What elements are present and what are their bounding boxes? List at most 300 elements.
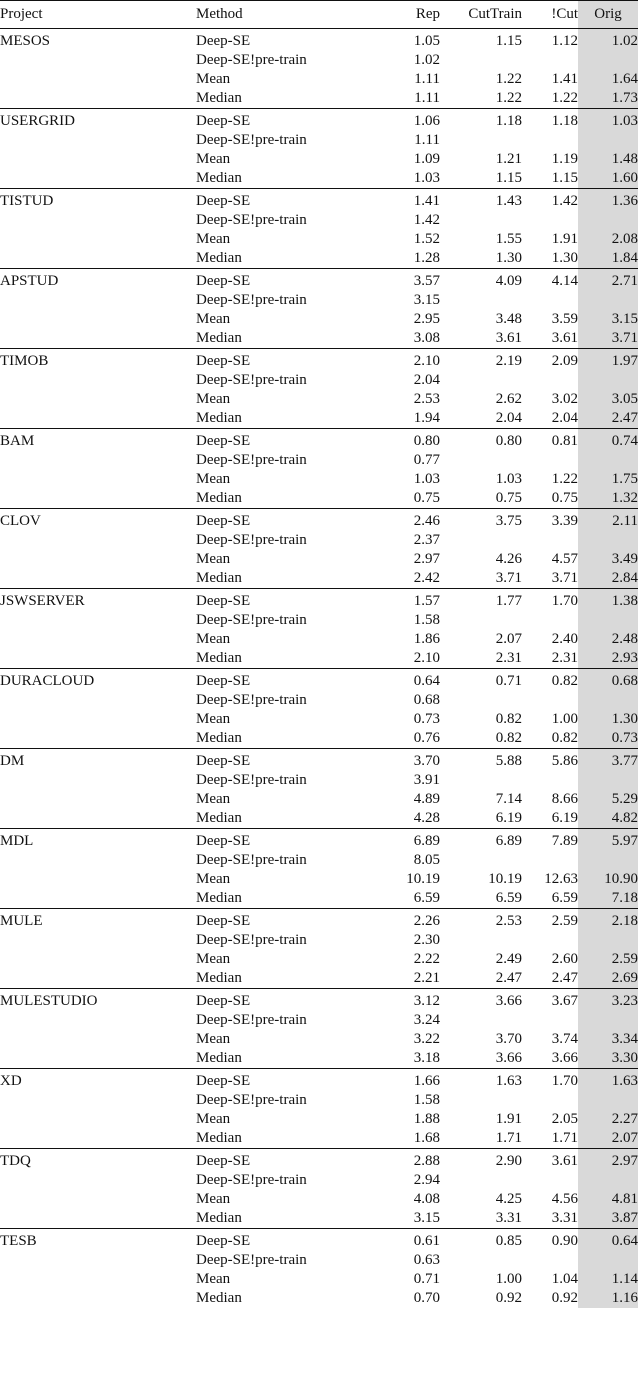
- project-name: [0, 969, 196, 989]
- project-name: [0, 1091, 196, 1110]
- cell-orig: 1.30: [578, 710, 638, 729]
- cell-orig: 1.14: [578, 1270, 638, 1289]
- cell-cuttrain: 1.03: [495, 471, 522, 487]
- project-group: [0, 1069, 638, 1149]
- cell-rep: 1.41: [413, 193, 440, 209]
- table-row: [0, 349, 638, 372]
- project-name: [0, 1270, 196, 1289]
- project-name: [0, 611, 196, 630]
- table-row: [0, 269, 638, 292]
- table-row: [0, 89, 638, 109]
- cell-rep: 2.53: [413, 391, 440, 407]
- project-name: [0, 1030, 196, 1049]
- cell-notcut: 3.31: [551, 1210, 578, 1226]
- table-row: [0, 889, 638, 909]
- cell-cuttrain: 1.22: [495, 71, 522, 87]
- cell-orig: 1.03: [578, 109, 638, 132]
- project-group: [0, 349, 638, 429]
- cell-orig: 1.38: [578, 589, 638, 612]
- cell-cuttrain: [440, 131, 522, 150]
- project-group: [0, 109, 638, 189]
- project-group: [0, 509, 638, 589]
- cell-rep: 1.11: [414, 90, 440, 106]
- cell-orig: 2.18: [578, 909, 638, 932]
- table-row: [0, 749, 638, 772]
- method-name: Median: [196, 570, 242, 586]
- project-group: [0, 29, 638, 109]
- cell-orig: 2.11: [578, 509, 638, 532]
- cell-orig: 1.84: [578, 249, 638, 269]
- method-name: Mean: [196, 711, 231, 727]
- cell-notcut: 1.42: [551, 193, 578, 209]
- cell-cuttrain: 3.48: [495, 311, 522, 327]
- cell-orig: [578, 771, 638, 790]
- table-row: [0, 589, 638, 612]
- method-name: Deep-SE!pre-train: [196, 612, 307, 628]
- method-name: Deep-SE: [196, 753, 251, 769]
- cell-rep: 0.76: [413, 730, 440, 746]
- method-name: Deep-SE: [196, 433, 251, 449]
- cell-notcut: 1.70: [551, 1073, 578, 1089]
- project-name: BAM: [0, 433, 35, 449]
- method-name: Median: [196, 890, 242, 906]
- method-name: Mean: [196, 151, 231, 167]
- method-name: Median: [196, 250, 242, 266]
- cell-rep: 3.70: [413, 753, 440, 769]
- cell-rep: 0.73: [413, 711, 440, 727]
- project-name: [0, 870, 196, 889]
- cell-orig: 3.05: [578, 390, 638, 409]
- cell-rep: 0.80: [413, 433, 440, 449]
- table-row: [0, 29, 638, 52]
- table-row: [0, 51, 638, 70]
- cell-notcut: [522, 531, 578, 550]
- cell-notcut: 1.19: [551, 151, 578, 167]
- table-row: [0, 109, 638, 132]
- cell-cuttrain: [440, 611, 522, 630]
- table-row: [0, 1190, 638, 1209]
- cell-notcut: [522, 451, 578, 470]
- cell-cuttrain: 7.14: [495, 791, 522, 807]
- method-name: Deep-SE: [196, 193, 251, 209]
- cell-rep: 2.37: [413, 532, 440, 548]
- cell-orig: [578, 611, 638, 630]
- table-row: [0, 931, 638, 950]
- method-name: Deep-SE: [196, 993, 251, 1009]
- cell-notcut: 3.74: [551, 1031, 578, 1047]
- method-name: Deep-SE!pre-train: [196, 1252, 307, 1268]
- method-name: Mean: [196, 871, 231, 887]
- project-name: [0, 1209, 196, 1229]
- project-name: MULESTUDIO: [0, 993, 98, 1009]
- project-name: [0, 131, 196, 150]
- cell-rep: 1.88: [413, 1111, 440, 1127]
- table-row: [0, 870, 638, 889]
- cell-orig: [578, 451, 638, 470]
- cell-rep: 1.58: [413, 612, 440, 628]
- cell-orig: [578, 211, 638, 230]
- table-row: [0, 729, 638, 749]
- project-name: [0, 249, 196, 269]
- table-header: [0, 1, 638, 29]
- cell-orig: 1.48: [578, 150, 638, 169]
- method-name: Deep-SE!pre-train: [196, 692, 307, 708]
- cell-notcut: 0.82: [551, 730, 578, 746]
- cell-orig: [578, 1011, 638, 1030]
- table-row: [0, 969, 638, 989]
- project-name: [0, 1190, 196, 1209]
- project-group: [0, 589, 638, 669]
- method-name: Mean: [196, 951, 231, 967]
- method-name: Median: [196, 90, 242, 106]
- method-name: Deep-SE!pre-train: [196, 292, 307, 308]
- cell-notcut: 1.15: [551, 170, 578, 186]
- cell-notcut: 2.05: [551, 1111, 578, 1127]
- cell-orig: 1.63: [578, 1069, 638, 1092]
- cell-rep: 1.11: [414, 132, 440, 148]
- cell-orig: [578, 291, 638, 310]
- table-row: [0, 169, 638, 189]
- cell-rep: 10.19: [406, 871, 440, 887]
- cell-rep: 2.46: [413, 513, 440, 529]
- project-name: [0, 649, 196, 669]
- cell-notcut: 12.63: [544, 871, 578, 887]
- cell-orig: 3.34: [578, 1030, 638, 1049]
- table-row: [0, 771, 638, 790]
- cell-orig: [578, 531, 638, 550]
- cell-cuttrain: 6.19: [495, 810, 522, 826]
- method-name: Median: [196, 650, 242, 666]
- table-row: [0, 371, 638, 390]
- cell-orig: 2.59: [578, 950, 638, 969]
- cell-rep: 0.63: [413, 1252, 440, 1268]
- cell-notcut: 1.18: [551, 113, 578, 129]
- cell-orig: [578, 1171, 638, 1190]
- header-orig: Orig: [578, 1, 638, 29]
- cell-notcut: 3.39: [551, 513, 578, 529]
- cell-cuttrain: 4.09: [495, 273, 522, 289]
- table-row: [0, 950, 638, 969]
- cell-orig: 1.75: [578, 470, 638, 489]
- project-name: [0, 390, 196, 409]
- cell-rep: 3.57: [413, 273, 440, 289]
- cell-notcut: 1.00: [551, 711, 578, 727]
- cell-notcut: [522, 611, 578, 630]
- cell-notcut: 1.91: [551, 231, 578, 247]
- table-row: [0, 611, 638, 630]
- cell-orig: [578, 691, 638, 710]
- cell-notcut: 3.61: [551, 330, 578, 346]
- cell-cuttrain: [440, 291, 522, 310]
- cell-rep: 8.05: [413, 852, 440, 868]
- cell-notcut: 3.59: [551, 311, 578, 327]
- project-name: TDQ: [0, 1153, 31, 1169]
- cell-orig: 2.84: [578, 569, 638, 589]
- cell-rep: 2.42: [413, 570, 440, 586]
- project-name: [0, 230, 196, 249]
- cell-cuttrain: 1.00: [495, 1271, 522, 1287]
- cell-notcut: [522, 371, 578, 390]
- cell-rep: 0.70: [413, 1290, 440, 1306]
- table-row: [0, 1129, 638, 1149]
- cell-rep: 2.88: [413, 1153, 440, 1169]
- cell-cuttrain: 3.75: [495, 513, 522, 529]
- project-group: [0, 1149, 638, 1229]
- method-name: Deep-SE!pre-train: [196, 852, 307, 868]
- cell-orig: 5.97: [578, 829, 638, 852]
- cell-cuttrain: 1.55: [495, 231, 522, 247]
- table-row: [0, 150, 638, 169]
- cell-cuttrain: 0.92: [495, 1290, 522, 1306]
- cell-orig: 2.69: [578, 969, 638, 989]
- cell-notcut: 5.86: [551, 753, 578, 769]
- cell-rep: 1.52: [413, 231, 440, 247]
- cell-rep: 0.71: [413, 1271, 440, 1287]
- method-name: Mean: [196, 791, 231, 807]
- cell-cuttrain: [440, 1251, 522, 1270]
- cell-orig: [578, 371, 638, 390]
- table-row: [0, 531, 638, 550]
- table-row: [0, 829, 638, 852]
- cell-notcut: [522, 1171, 578, 1190]
- table-row: [0, 1229, 638, 1252]
- project-name: [0, 451, 196, 470]
- table-row: [0, 310, 638, 329]
- project-name: [0, 371, 196, 390]
- cell-orig: 1.32: [578, 489, 638, 509]
- project-name: USERGRID: [0, 113, 76, 129]
- cell-notcut: [522, 1091, 578, 1110]
- method-name: Median: [196, 170, 242, 186]
- table-row: [0, 1171, 638, 1190]
- method-name: Median: [196, 730, 242, 746]
- cell-rep: 2.21: [413, 970, 440, 986]
- cell-rep: 1.05: [413, 33, 440, 49]
- cell-cuttrain: 0.75: [495, 490, 522, 506]
- project-name: [0, 1289, 196, 1308]
- project-name: MESOS: [0, 33, 51, 49]
- cell-notcut: 3.02: [551, 391, 578, 407]
- project-name: [0, 1110, 196, 1129]
- cell-cuttrain: [440, 1091, 522, 1110]
- method-name: Deep-SE!pre-train: [196, 1172, 307, 1188]
- cell-cuttrain: 3.31: [495, 1210, 522, 1226]
- cell-cuttrain: 4.26: [495, 551, 522, 567]
- cell-cuttrain: 1.71: [495, 1130, 522, 1146]
- method-name: Deep-SE!pre-train: [196, 1092, 307, 1108]
- table-row: [0, 1251, 638, 1270]
- project-name: [0, 931, 196, 950]
- cell-notcut: 0.92: [551, 1290, 578, 1306]
- cell-notcut: 1.70: [551, 593, 578, 609]
- cell-cuttrain: 0.71: [495, 673, 522, 689]
- table-row: [0, 1289, 638, 1308]
- method-name: Mean: [196, 551, 231, 567]
- cell-notcut: [522, 691, 578, 710]
- cell-orig: 2.27: [578, 1110, 638, 1129]
- cell-rep: 1.03: [413, 170, 440, 186]
- method-name: Deep-SE!pre-train: [196, 52, 307, 68]
- cell-notcut: 4.56: [551, 1191, 578, 1207]
- cell-cuttrain: [440, 1011, 522, 1030]
- cell-cuttrain: 1.91: [495, 1111, 522, 1127]
- project-name: TISTUD: [0, 193, 54, 209]
- cell-notcut: 2.47: [551, 970, 578, 986]
- cell-rep: 2.04: [413, 372, 440, 388]
- cell-notcut: 1.12: [551, 33, 578, 49]
- cell-orig: 2.08: [578, 230, 638, 249]
- cell-cuttrain: 2.49: [495, 951, 522, 967]
- cell-notcut: 4.57: [551, 551, 578, 567]
- cell-cuttrain: 2.07: [495, 631, 522, 647]
- method-name: Median: [196, 1130, 242, 1146]
- cell-cuttrain: [440, 771, 522, 790]
- cell-orig: 3.15: [578, 310, 638, 329]
- cell-cuttrain: 3.70: [495, 1031, 522, 1047]
- cell-cuttrain: 1.63: [495, 1073, 522, 1089]
- method-name: Mean: [196, 1271, 231, 1287]
- cell-cuttrain: 2.47: [495, 970, 522, 986]
- cell-orig: 3.30: [578, 1049, 638, 1069]
- table-row: [0, 1030, 638, 1049]
- cell-notcut: [522, 851, 578, 870]
- cell-rep: 0.75: [413, 490, 440, 506]
- method-name: Deep-SE: [196, 353, 251, 369]
- method-name: Mean: [196, 1111, 231, 1127]
- cell-cuttrain: 1.43: [495, 193, 522, 209]
- table-row: [0, 489, 638, 509]
- cell-cuttrain: 1.15: [495, 33, 522, 49]
- table-row: [0, 851, 638, 870]
- project-name: [0, 550, 196, 569]
- cell-rep: 3.22: [413, 1031, 440, 1047]
- project-name: JSWSERVER: [0, 593, 85, 609]
- cell-orig: 0.73: [578, 729, 638, 749]
- project-name: [0, 89, 196, 109]
- cell-rep: 1.09: [413, 151, 440, 167]
- cell-cuttrain: 1.15: [495, 170, 522, 186]
- cell-notcut: [522, 1011, 578, 1030]
- cell-orig: 2.48: [578, 630, 638, 649]
- project-name: TIMOB: [0, 353, 49, 369]
- cell-cuttrain: [440, 51, 522, 70]
- project-name: [0, 950, 196, 969]
- header-notcut: !Cut: [522, 1, 578, 29]
- table-row: [0, 1110, 638, 1129]
- table-row: [0, 291, 638, 310]
- cell-cuttrain: 1.77: [495, 593, 522, 609]
- cell-rep: 1.68: [413, 1130, 440, 1146]
- cell-orig: 3.77: [578, 749, 638, 772]
- project-name: [0, 1171, 196, 1190]
- cell-orig: 1.60: [578, 169, 638, 189]
- project-name: [0, 851, 196, 870]
- table-row: [0, 1091, 638, 1110]
- table-row: [0, 329, 638, 349]
- table-row: [0, 909, 638, 932]
- project-name: [0, 771, 196, 790]
- method-name: Median: [196, 1050, 242, 1066]
- cell-cuttrain: [440, 691, 522, 710]
- project-group: [0, 269, 638, 349]
- header-rep: Rep: [362, 1, 440, 29]
- project-name: MULE: [0, 913, 43, 929]
- cell-rep: 1.66: [413, 1073, 440, 1089]
- table-row: [0, 451, 638, 470]
- cell-cuttrain: 4.25: [495, 1191, 522, 1207]
- method-name: Deep-SE: [196, 1073, 251, 1089]
- cell-orig: 4.82: [578, 809, 638, 829]
- cell-orig: 1.97: [578, 349, 638, 372]
- cell-notcut: 1.04: [551, 1271, 578, 1287]
- cell-rep: 3.08: [413, 330, 440, 346]
- cell-orig: 1.64: [578, 70, 638, 89]
- cell-rep: 3.18: [413, 1050, 440, 1066]
- project-group: [0, 429, 638, 509]
- cell-notcut: [522, 291, 578, 310]
- method-name: Deep-SE!pre-train: [196, 212, 307, 228]
- method-name: Deep-SE!pre-train: [196, 532, 307, 548]
- cell-cuttrain: [440, 531, 522, 550]
- table-row: [0, 1149, 638, 1172]
- cell-rep: 1.86: [413, 631, 440, 647]
- cell-rep: 1.57: [413, 593, 440, 609]
- table-row: [0, 809, 638, 829]
- method-name: Deep-SE: [196, 513, 251, 529]
- cell-cuttrain: 0.85: [495, 1233, 522, 1249]
- table-row: [0, 70, 638, 89]
- cell-orig: 2.93: [578, 649, 638, 669]
- cell-rep: 2.26: [413, 913, 440, 929]
- method-name: Deep-SE: [196, 1233, 251, 1249]
- cell-notcut: 6.59: [551, 890, 578, 906]
- cell-notcut: [522, 1251, 578, 1270]
- cell-cuttrain: [440, 371, 522, 390]
- method-name: Deep-SE: [196, 593, 251, 609]
- table-row: [0, 211, 638, 230]
- method-name: Deep-SE!pre-train: [196, 132, 307, 148]
- project-name: [0, 1011, 196, 1030]
- table-row: [0, 630, 638, 649]
- cell-notcut: [522, 931, 578, 950]
- cell-orig: 1.02: [578, 29, 638, 52]
- project-name: [0, 1129, 196, 1149]
- table-row: [0, 470, 638, 489]
- cell-rep: 2.22: [413, 951, 440, 967]
- method-name: Deep-SE: [196, 33, 251, 49]
- cell-rep: 4.08: [413, 1191, 440, 1207]
- cell-cuttrain: 2.90: [495, 1153, 522, 1169]
- cell-notcut: 3.67: [551, 993, 578, 1009]
- project-name: TESB: [0, 1233, 37, 1249]
- project-name: [0, 70, 196, 89]
- cell-notcut: 0.90: [551, 1233, 578, 1249]
- method-name: Deep-SE!pre-train: [196, 452, 307, 468]
- cell-rep: 3.24: [413, 1012, 440, 1028]
- cell-orig: 2.71: [578, 269, 638, 292]
- cell-notcut: 2.04: [551, 410, 578, 426]
- project-name: [0, 710, 196, 729]
- table-row: [0, 249, 638, 269]
- project-name: [0, 51, 196, 70]
- cell-notcut: [522, 51, 578, 70]
- method-name: Mean: [196, 631, 231, 647]
- project-name: [0, 790, 196, 809]
- cell-rep: 4.28: [413, 810, 440, 826]
- cell-rep: 1.28: [413, 250, 440, 266]
- project-group: [0, 189, 638, 269]
- cell-rep: 1.94: [413, 410, 440, 426]
